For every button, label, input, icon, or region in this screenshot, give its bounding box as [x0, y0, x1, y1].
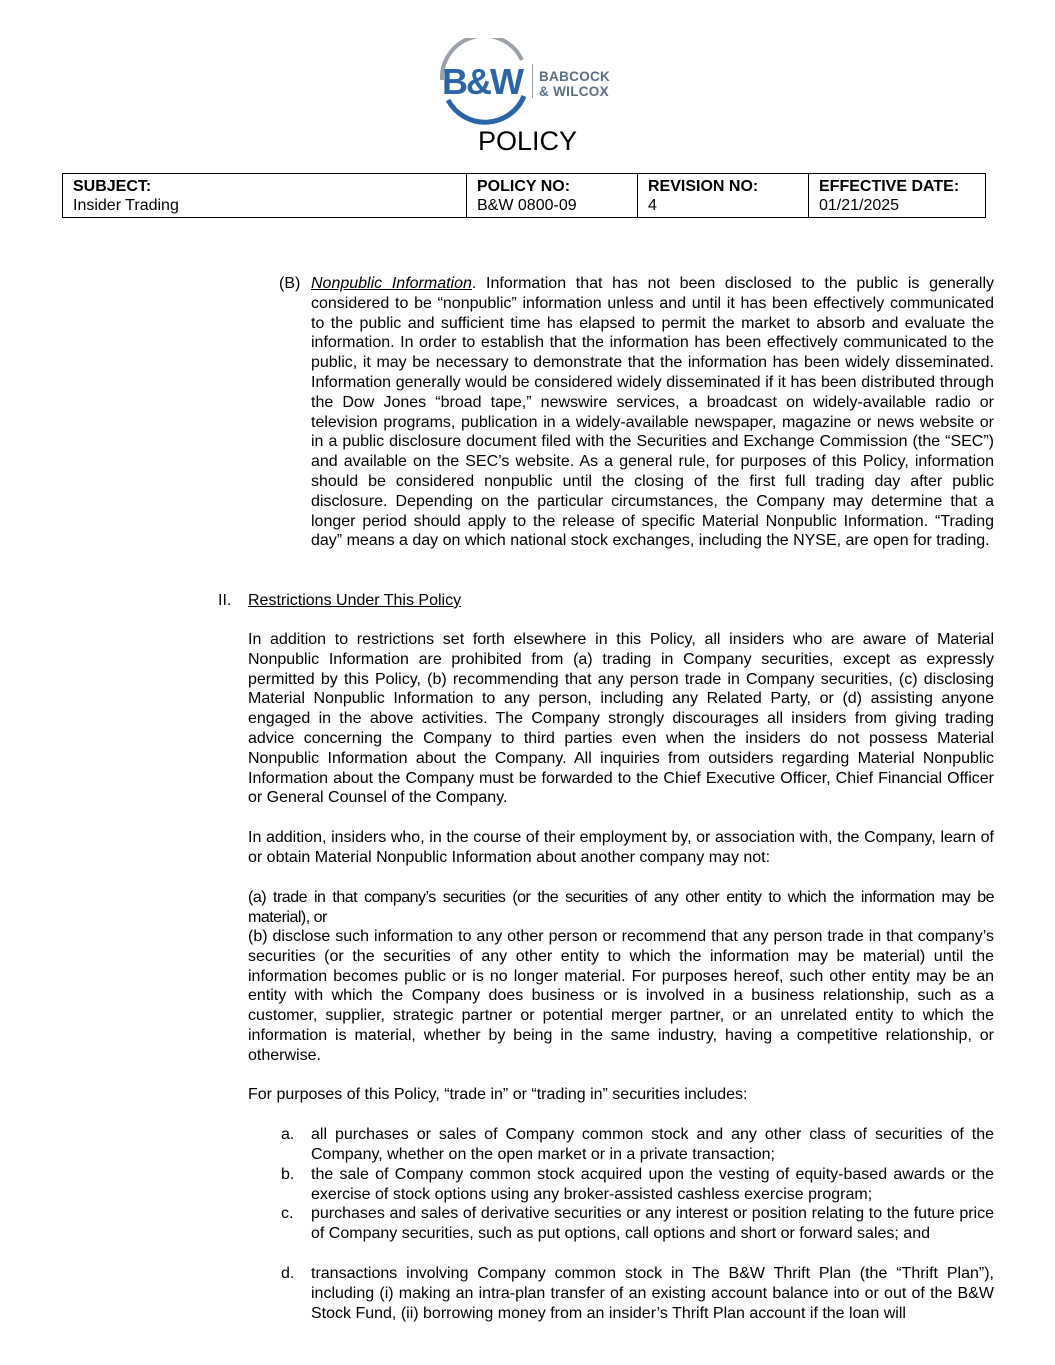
- clause-b-paragraph: (b) disclose such information to any other person or recommend that any person trade in that company’s securities (or the securities of any other entity to which the information may be material) until the information becomes public or is no longer material. For purposes hereof, such other entity may be an entity with which the Company does business or is involved in a business relationship, such as a customer, supplier, strategic partner or potential merger partner, or an unrelated entity to which the information is material, whether by being in the same industry, having a competitive relationship, or otherwise.: [248, 928, 994, 1064]
- logo-emblem-text: B&W: [442, 61, 522, 102]
- list-item-marker: b.: [281, 1166, 295, 1183]
- nonpublic-information-paragraph: [311, 274, 994, 551]
- list-item: all purchases or sales of Company common stock and any other class of securities of the Company, whether on the open market or in a private transaction;: [311, 1126, 994, 1163]
- policy-no-label: POLICY NO:: [477, 178, 571, 195]
- logo-wordmark: [539, 69, 610, 99]
- company-logo: [434, 38, 624, 126]
- subject-cell: [63, 174, 467, 218]
- section-ii-number: II.: [218, 592, 232, 609]
- subsection-b-marker: (B): [279, 275, 301, 292]
- policy-header-table: [62, 173, 986, 218]
- policy-no-cell: [467, 174, 638, 218]
- nonpublic-information-text: . Information that has not been disclosed to the public is generally considered to be “nonpublic” information unless and until it has been effectively communicated to the public and sufficient time has elapsed to permit the market to absorb and evaluate the information. In order to establish that the information has been effectively communicated to the public, it may be necessary to demonstrate that the information has been widely disseminated. Information generally would be considered widely disseminated if it has been distributed through the Dow Jones “broad tape,” newswire services, a broadcast on widely-available radio or television programs, publication in a widely-available newspaper, magazine or news website or in a public disclosure document filed with the Securities and Exchange Commission (the “SEC”) and available on the SEC’s website. As a general rule, for purposes of this Policy, information should be considered nonpublic until the closing of the first full trading day after public disclosure. Depending on the particular circumstances, the Company may determine that a longer period should apply to the release of specific Material Nonpublic Information. “Trading day” means a day on which national stock exchanges, including the NYSE, are open for trading.: [311, 275, 995, 550]
- restrictions-paragraph: In addition to restrictions set forth elsewhere in this Policy, all insiders who are aware of Material Nonpublic Information are prohibited from (a) trading in Company securities, except as expressly permitted by this Policy, (b) recommending that any person trade in Company securities, (c) disclosing Material Nonpublic Information to any person, including any Related Party, or (d) assisting anyone engaged in the above activities. The Company strongly discourages all insiders from giving trading advice concerning the Company to third parties even when the insiders do not possess Material Nonpublic Information about the Company. All inquiries from outsiders regarding Material Nonpublic Information about the Company must be forwarded to the Chief Executive Officer, Chief Financial Officer or General Counsel of the Company.: [248, 631, 994, 807]
- effective-date-value: 01/21/2025: [819, 197, 900, 214]
- list-item: transactions involving Company common stock in The B&W Thrift Plan (the “Thrift Plan”), including (i) making an intra-plan transfer of an existing account balance into or out of the B&W Stock Fund, (ii) borrowing money from an insider’s Thrift Plan account if the loan will: [311, 1265, 994, 1322]
- section-ii-heading: Restrictions Under This Policy: [248, 592, 462, 609]
- revision-no-label: REVISION NO:: [648, 178, 759, 195]
- nonpublic-information-term: Nonpublic Information: [311, 275, 472, 292]
- revision-no-cell: [638, 174, 809, 218]
- list-item-marker: c.: [281, 1205, 294, 1222]
- effective-date-cell: [809, 174, 986, 218]
- list-item: the sale of Company common stock acquired upon the vesting of equity-based awards or the exercise of stock options using any broker-assisted cashless exercise program;: [311, 1166, 994, 1203]
- list-item: purchases and sales of derivative securities or any interest or position relating to the future price of Company securities, such as put options, call options and short or forward sales; and: [311, 1205, 994, 1242]
- clause-a-paragraph: (a) trade in that company’s securities (or the securities of any other entity to which the information may be material), or: [248, 889, 994, 926]
- policy-no-value: B&W 0800-09: [477, 197, 577, 214]
- logo-wordmark-line2: & WILCOX: [539, 84, 609, 99]
- subject-label: SUBJECT:: [73, 178, 152, 195]
- bw-logo-icon: [434, 38, 534, 126]
- list-item-marker: d.: [281, 1265, 295, 1282]
- document-title: POLICY: [477, 126, 578, 156]
- effective-date-label: EFFECTIVE DATE:: [819, 178, 960, 195]
- revision-no-value: 4: [648, 197, 657, 214]
- logo-wordmark-line1: BABCOCK: [539, 69, 611, 84]
- other-company-paragraph: In addition, insiders who, in the course of their employment by, or association with, the Company, learn of or obtain Material Nonpublic Information about another company may not:: [248, 829, 994, 866]
- list-item-marker: a.: [281, 1126, 295, 1143]
- trade-definition-intro: For purposes of this Policy, “trade in” or “trading in” securities includes:: [248, 1086, 748, 1103]
- subject-value: Insider Trading: [73, 197, 179, 214]
